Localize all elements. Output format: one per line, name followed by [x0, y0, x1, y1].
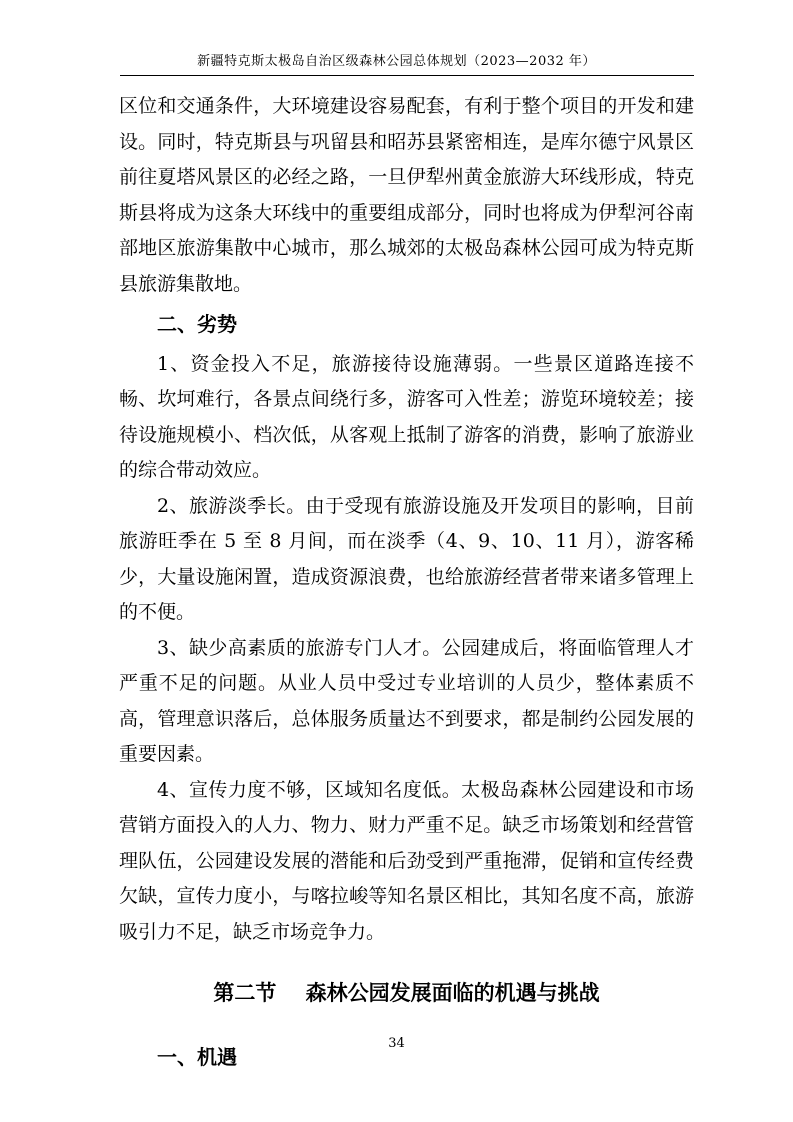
running-header: 新疆特克斯太极岛自治区级森林公园总体规划（2023—2032 年） [197, 54, 596, 69]
page-number: 34 [388, 1036, 405, 1051]
header-rule [120, 75, 694, 76]
list-item: 2、旅游淡季长。由于受现有旅游设施及开发项目的影响，目前旅游旺季在 5 至 8 月间，而在淡季（4、9、10、11 月），游客稀少，大量设施闲置，造成资源浪费，也给旅游经营者带来诸多管理上的不便。 [119, 494, 694, 623]
section-title: 第二节 森林公园发展面临的机遇与挑战 [213, 981, 600, 1005]
heading-opportunity: 一、机遇 [157, 1044, 237, 1069]
list-item: 4、宣传力度不够，区域知名度低。太极岛森林公园建设和市场营销方面投入的人力、物力、财力严重不足。缺乏市场策划和经营管理队伍，公园建设发展的潜能和后劲受到严重拖滞，促销和宣传经费欠缺，宣传力度小，与喀拉峻等知名景区相比，其知名度不高，旅游吸引力不足，缺乏市场竞争力。 [119, 778, 694, 943]
heading-weakness: 二、劣势 [157, 312, 237, 336]
page-body [119, 89, 694, 1079]
list-item: 1、资金投入不足，旅游接待设施薄弱。一些景区道路连接不畅、坎坷难行，各景点间绕行多，游客可入性差；游览环境较差；接待设施规模小、档次低，从客观上抵制了游客的消费，影响了旅游业的综合带动效应。 [119, 352, 694, 481]
continued-paragraph: 区位和交通条件，大环境建设容易配套，有利于整个项目的开发和建设。同时，特克斯县与巩留县和昭苏县紧密相连，是库尔德宁风景区前往夏塔风景区的必经之路，一旦伊犁州黄金旅游大环线形成，特克斯县将成为这条大环线中的重要组成部分，同时也将成为伊犁河谷南部地区旅游集散中心城市，那么城郊的太极岛森林公园可成为特克斯县旅游集散地。 [119, 95, 694, 295]
list-item: 3、缺少高素质的旅游专门人才。公园建成后，将面临管理人才严重不足的问题。从业人员中受过专业培训的人员少，整体素质不高，管理意识落后，总体服务质量达不到要求，都是制约公园发展的重要因素。 [119, 636, 694, 765]
